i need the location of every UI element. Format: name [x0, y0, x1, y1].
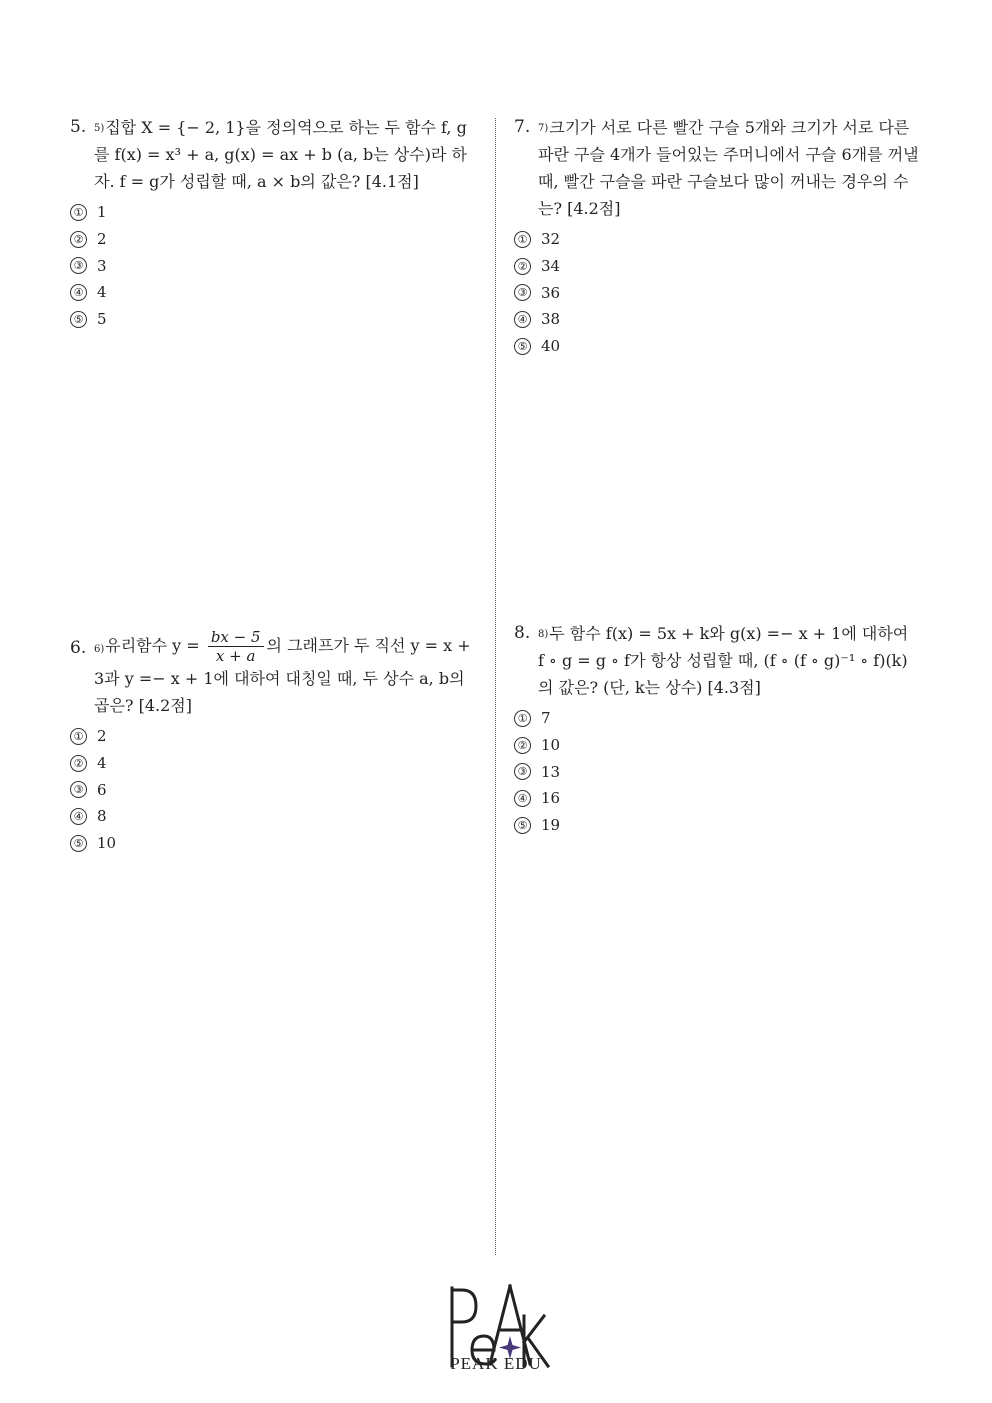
choice-number: ③	[70, 257, 87, 274]
choice-item[interactable]	[70, 252, 478, 279]
choice-number: ④	[514, 311, 531, 328]
choice-number: ①	[514, 231, 531, 248]
choice-item[interactable]	[514, 785, 919, 812]
fraction-numerator: bx − 5	[208, 628, 264, 647]
choice-list	[70, 199, 478, 332]
choice-value: 7	[541, 709, 551, 728]
choice-number: ①	[70, 204, 87, 221]
choice-value: 4	[97, 754, 107, 773]
choice-item[interactable]	[514, 226, 919, 253]
question-text: 두 함수 f(x) = 5x + k와 g(x) =− x + 1에 대하여 f ∘ g = g ∘ f가 항상 성립할 때, (f ∘ (f ∘ g)⁻¹ ∘ f)(k)의 값은? (단, k는 상수) [4.3점]	[538, 624, 909, 697]
choice-list	[514, 705, 919, 838]
choice-value: 34	[541, 257, 561, 276]
choice-number: ⑤	[514, 338, 531, 355]
choice-value: 32	[541, 230, 561, 249]
question-text-after: 의 그래프가 두 직선 y = x + 3과 y =− x + 1에 대하여 대칭일 때, 두 상수 a, b의 곱은? [4.2점]	[94, 636, 471, 715]
choice-value: 40	[541, 337, 561, 356]
choice-value: 10	[541, 736, 561, 755]
choice-number: ①	[70, 728, 87, 745]
footnote-marker: 5)	[94, 123, 105, 134]
choice-item[interactable]	[70, 750, 478, 777]
choice-item[interactable]	[514, 306, 919, 333]
question-header	[70, 114, 478, 195]
column-divider	[495, 118, 496, 1255]
choice-number: ②	[514, 737, 531, 754]
choice-value: 13	[541, 762, 561, 781]
choice-number: ⑤	[70, 311, 87, 328]
question-header	[514, 114, 919, 222]
choice-item[interactable]	[70, 279, 478, 306]
footnote-marker: 6)	[94, 644, 105, 655]
choice-value: 16	[541, 789, 561, 808]
question-7	[514, 114, 919, 359]
choice-item[interactable]	[514, 279, 919, 306]
question-number: 5.	[70, 117, 87, 137]
choice-list	[514, 226, 919, 359]
choice-number: ④	[70, 284, 87, 301]
logo-text: PEAK EDU	[450, 1354, 542, 1373]
choice-number: ③	[514, 763, 531, 780]
choice-value: 8	[97, 807, 107, 826]
choice-value: 2	[97, 230, 107, 249]
choice-number: ②	[70, 755, 87, 772]
question-text-block	[538, 114, 919, 222]
choice-item[interactable]	[70, 199, 478, 226]
choice-item[interactable]	[70, 226, 478, 253]
choice-number: ③	[70, 781, 87, 798]
question-text-block	[94, 114, 478, 195]
choice-number: ③	[514, 284, 531, 301]
fraction-denominator: x + a	[215, 647, 256, 665]
question-8	[514, 620, 919, 838]
choice-item[interactable]	[70, 306, 478, 333]
question-text: 집합 X = {− 2, 1}을 정의역으로 하는 두 함수 f, g를 f(x) = x³ + a, g(x) = ax + b (a, b는 상수)라 하자. f = g가 성립할 때, a × b의 값은? [4.1점]	[94, 118, 467, 191]
choice-item[interactable]	[70, 776, 478, 803]
footnote-marker: 8)	[538, 629, 549, 640]
choice-item[interactable]	[514, 253, 919, 280]
question-header	[514, 620, 919, 701]
choice-value: 10	[97, 834, 117, 853]
choice-value: 5	[97, 310, 107, 329]
question-number: 7.	[514, 117, 531, 137]
question-text-block	[94, 628, 478, 719]
choice-number: ⑤	[70, 835, 87, 852]
footnote-marker: 7)	[538, 123, 549, 134]
choice-number: ②	[514, 258, 531, 275]
choice-item[interactable]	[70, 723, 478, 750]
choice-value: 4	[97, 283, 107, 302]
question-number: 8.	[514, 623, 531, 643]
question-text-block	[538, 620, 919, 701]
choice-item[interactable]	[70, 803, 478, 830]
choice-number: ⑤	[514, 817, 531, 834]
choice-value: 1	[97, 203, 107, 222]
question-text-before: 유리함수 y =	[105, 636, 200, 655]
fraction	[208, 628, 264, 665]
choice-list	[70, 723, 478, 856]
choice-item[interactable]	[514, 812, 919, 839]
choice-number: ④	[70, 808, 87, 825]
choice-value: 3	[97, 256, 107, 275]
choice-value: 19	[541, 816, 561, 835]
question-number: 6.	[70, 638, 87, 658]
question-5	[70, 114, 478, 332]
question-header	[70, 628, 478, 719]
choice-number: ②	[70, 231, 87, 248]
question-6	[70, 628, 478, 856]
choice-item[interactable]	[514, 705, 919, 732]
choice-item[interactable]	[514, 732, 919, 759]
choice-number: ①	[514, 710, 531, 727]
question-text: 크기가 서로 다른 빨간 구슬 5개와 크기가 서로 다른 파란 구슬 4개가 들어있는 주머니에서 구슬 6개를 꺼낼 때, 빨간 구슬을 파란 구슬보다 많이 꺼내는 경우의 수는? [4.2점]	[538, 118, 919, 218]
choice-value: 2	[97, 727, 107, 746]
choice-value: 38	[541, 310, 561, 329]
choice-item[interactable]	[514, 333, 919, 360]
choice-item[interactable]	[70, 830, 478, 857]
choice-item[interactable]	[514, 758, 919, 785]
choice-value: 6	[97, 780, 107, 799]
choice-number: ④	[514, 790, 531, 807]
choice-value: 36	[541, 283, 561, 302]
